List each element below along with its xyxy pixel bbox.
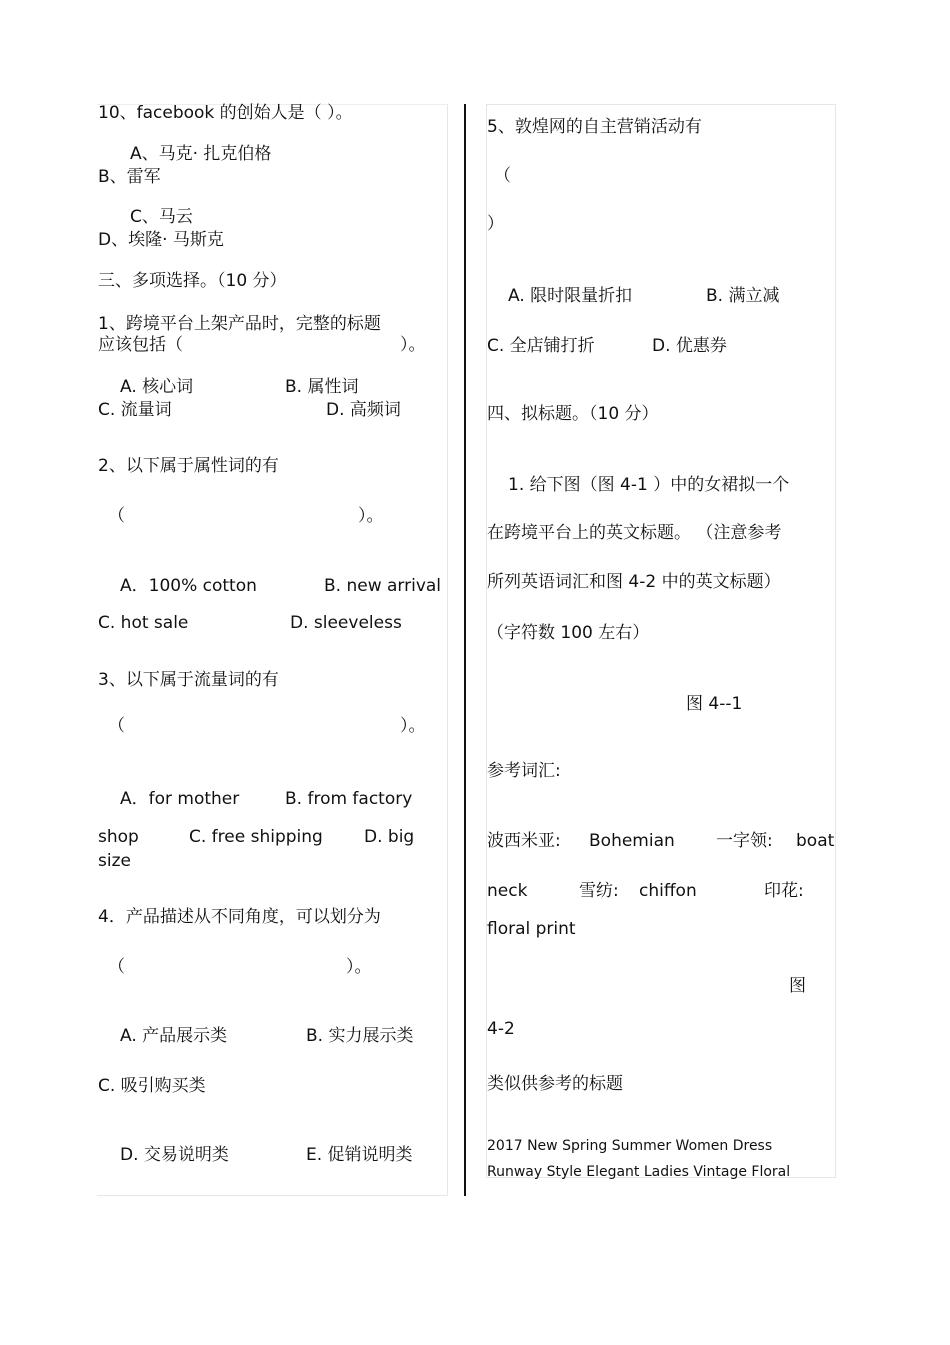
q2-option-a: A．100% cotton: [120, 576, 257, 596]
q1-option-d: D. 高频词: [326, 400, 401, 420]
q3-option-b: B. from factory: [285, 789, 413, 809]
q10-stem: 10、facebook 的创始人是（ ）。: [98, 103, 353, 123]
q4-blank-open: （: [108, 957, 125, 977]
figure-4-1-caption: 图 4--1: [686, 694, 743, 714]
q5-option-b: B. 满立减: [706, 286, 780, 306]
q5-blank-close: ）: [487, 214, 504, 234]
q1-option-b: B. 属性词: [285, 377, 359, 397]
vocab-heading: 参考词汇:: [487, 761, 561, 781]
q1-stem-line2: 应该包括（: [98, 335, 183, 355]
task-line-2: 在跨境平台上的英文标题。 （注意参考: [487, 523, 782, 543]
q10-option-c: C、马云: [130, 207, 193, 227]
task-line-3: 所列英语词汇和图 4-2 中的英文标题）: [487, 572, 781, 592]
q2-option-b: B. new arrival: [324, 576, 442, 596]
reference-title-line-1: 2017 New Spring Summer Women Dress: [487, 1138, 773, 1154]
vocab-chiffon-en: chiffon: [639, 881, 697, 901]
q3-option-c: C. free shipping: [189, 827, 323, 847]
q4-option-e: E. 促销说明类: [306, 1145, 413, 1165]
q4-stem: 4．产品描述从不同角度，可以划分为: [98, 907, 381, 927]
q1-stem-line1: 1、跨境平台上架产品时，完整的标题: [98, 314, 381, 334]
q2-option-d: D. sleeveless: [290, 613, 402, 633]
q3-stem: 3、以下属于流量词的有: [98, 670, 279, 690]
q3-option-d-cont: size: [98, 851, 131, 871]
q5-option-c: C. 全店铺打折: [487, 336, 595, 356]
vocab-boatneck-cn: 一字领:: [716, 831, 773, 851]
q3-blank-open: （: [108, 716, 125, 736]
vocab-bohemian-cn: 波西米亚:: [487, 831, 561, 851]
section-3-heading: 三、多项选择。（10 分）: [98, 271, 287, 291]
vocab-print-cn: 印花:: [764, 881, 804, 901]
q3-blank-close: ）。: [400, 716, 426, 736]
q2-stem: 2、以下属于属性词的有: [98, 456, 279, 476]
q3-option-d: D. big: [364, 827, 415, 847]
q2-option-c: C. hot sale: [98, 613, 189, 633]
q1-blank-close: ）。: [400, 335, 426, 355]
figure-4-2-caption-b: 4-2: [487, 1019, 515, 1039]
q3-option-a: A．for mother: [120, 789, 240, 809]
task-line-1: 1. 给下图（图 4-1 ）中的女裙拟一个: [508, 475, 790, 495]
q4-option-a: A. 产品展示类: [120, 1026, 228, 1046]
q4-option-c: C. 吸引购买类: [98, 1076, 206, 1096]
section-4-heading: 四、拟标题。（10 分）: [487, 404, 659, 424]
q5-option-d: D. 优惠券: [652, 336, 727, 356]
q1-option-a: A. 核心词: [120, 377, 194, 397]
vocab-print-en: floral print: [487, 919, 576, 939]
q2-blank-close: ）。: [358, 506, 384, 526]
vocab-boatneck-en-cont: neck: [487, 881, 528, 901]
q4-option-d: D. 交易说明类: [120, 1145, 229, 1165]
q4-blank-close: ）。: [346, 957, 372, 977]
reference-title-heading: 类似供参考的标题: [487, 1074, 623, 1094]
q10-option-a: A、马克· 扎克伯格: [130, 144, 272, 164]
vocab-chiffon-cn: 雪纺:: [579, 881, 619, 901]
vocab-bohemian-en: Bohemian: [589, 831, 675, 851]
q5-blank-open: （: [494, 166, 511, 186]
q3-option-b-cont: shop: [98, 827, 139, 847]
vocab-boatneck-en: boat: [796, 831, 835, 851]
q2-blank-open: （: [108, 506, 125, 526]
task-line-4: （字符数 100 左右）: [487, 623, 650, 643]
q1-option-c: C. 流量词: [98, 400, 172, 420]
q10-option-b: B、雷军: [98, 167, 161, 187]
reference-title-line-2: Runway Style Elegant Ladies Vintage Floral: [487, 1164, 791, 1180]
figure-4-2-caption-a: 图: [789, 976, 806, 996]
q5-stem: 5、敦煌网的自主营销活动有: [487, 117, 702, 137]
q10-option-d: D、埃隆· 马斯克: [98, 230, 224, 250]
q4-option-b: B. 实力展示类: [306, 1026, 414, 1046]
column-divider: [464, 104, 466, 1196]
q5-option-a: A. 限时限量折扣: [508, 286, 633, 306]
